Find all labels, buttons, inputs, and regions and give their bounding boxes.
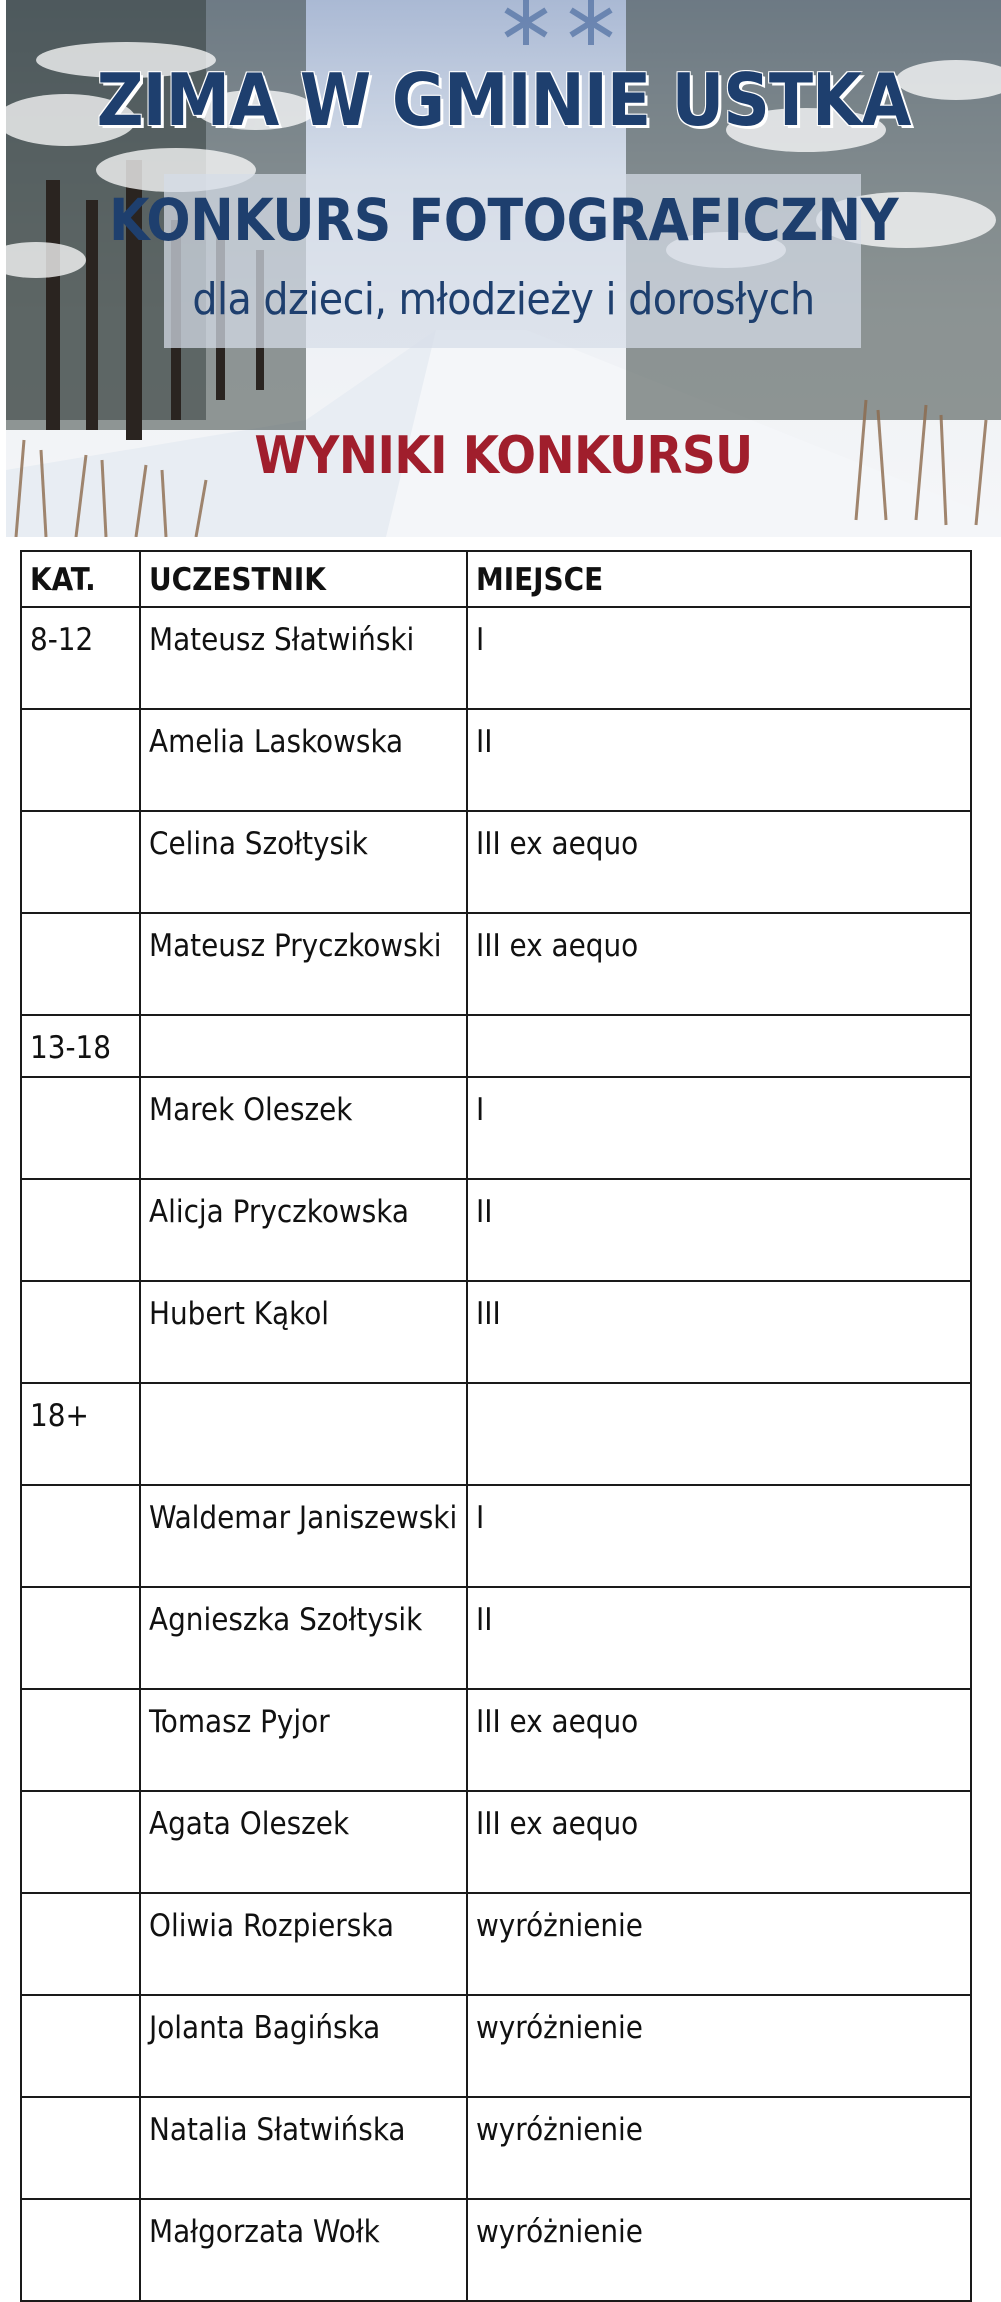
header-participant: UCZESTNIK bbox=[140, 551, 467, 607]
place-cell bbox=[467, 1015, 971, 1077]
category-cell bbox=[21, 1179, 140, 1281]
place-cell: II bbox=[467, 709, 971, 811]
table-row bbox=[21, 913, 971, 1015]
place-cell: wyróżnienie bbox=[467, 1893, 971, 1995]
table-row bbox=[21, 1281, 971, 1383]
participant-cell: Hubert Kąkol bbox=[140, 1281, 467, 1383]
category-cell: 8-12 bbox=[21, 607, 140, 709]
table-row bbox=[21, 811, 971, 913]
participant-cell: Mateusz Pryczkowski bbox=[140, 913, 467, 1015]
place-cell: III ex aequo bbox=[467, 1791, 971, 1893]
category-cell bbox=[21, 1281, 140, 1383]
place-cell: wyróżnienie bbox=[467, 2097, 971, 2199]
place-cell: wyróżnienie bbox=[467, 1995, 971, 2097]
category-cell: 13-18 bbox=[21, 1015, 140, 1077]
table-row bbox=[21, 1893, 971, 1995]
participant-cell: Oliwia Rozpierska bbox=[140, 1893, 467, 1995]
table-row bbox=[21, 1179, 971, 1281]
participant-cell bbox=[140, 1383, 467, 1485]
place-cell: III ex aequo bbox=[467, 811, 971, 913]
banner-subtitle: KONKURS FOTOGRAFICZNY bbox=[108, 186, 899, 254]
participant-cell: Agnieszka Szołtysik bbox=[140, 1587, 467, 1689]
table-row bbox=[21, 607, 971, 709]
snowflake-icon bbox=[506, 0, 611, 45]
banner-title: ZIMA W GMINIE USTKA bbox=[96, 58, 911, 142]
category-cell bbox=[21, 1689, 140, 1791]
place-cell bbox=[467, 1383, 971, 1485]
table-row bbox=[21, 1485, 971, 1587]
table-row bbox=[21, 1383, 971, 1485]
table-row bbox=[21, 1791, 971, 1893]
table-row bbox=[21, 2097, 971, 2199]
category-cell bbox=[21, 1077, 140, 1179]
place-cell: III ex aequo bbox=[467, 913, 971, 1015]
place-cell: I bbox=[467, 1077, 971, 1179]
place-cell: wyróżnienie bbox=[467, 2199, 971, 2301]
participant-cell: Celina Szołtysik bbox=[140, 811, 467, 913]
category-cell bbox=[21, 709, 140, 811]
participant-cell: Mateusz Słatwiński bbox=[140, 607, 467, 709]
place-cell: III ex aequo bbox=[467, 1689, 971, 1791]
place-cell: I bbox=[467, 1485, 971, 1587]
table-row bbox=[21, 1077, 971, 1179]
table-row bbox=[21, 1587, 971, 1689]
table-row bbox=[21, 709, 971, 811]
place-cell: II bbox=[467, 1179, 971, 1281]
participant-cell bbox=[140, 1015, 467, 1077]
results-heading: WYNIKI KONKURSU bbox=[254, 426, 753, 486]
category-cell: 18+ bbox=[21, 1383, 140, 1485]
banner-audience: dla dzieci, młodzieży i dorosłych bbox=[192, 274, 815, 325]
category-cell bbox=[21, 1791, 140, 1893]
table-row bbox=[21, 2199, 971, 2301]
category-cell bbox=[21, 1995, 140, 2097]
participant-cell: Marek Oleszek bbox=[140, 1077, 467, 1179]
participant-cell: Małgorzata Wołk bbox=[140, 2199, 467, 2301]
place-cell: III bbox=[467, 1281, 971, 1383]
participant-cell: Waldemar Janiszewski bbox=[140, 1485, 467, 1587]
category-cell bbox=[21, 913, 140, 1015]
results-table bbox=[20, 550, 972, 2302]
participant-cell: Alicja Pryczkowska bbox=[140, 1179, 467, 1281]
category-cell bbox=[21, 1893, 140, 1995]
table-row bbox=[21, 1015, 971, 1077]
table-row bbox=[21, 1995, 971, 2097]
place-cell: II bbox=[467, 1587, 971, 1689]
category-cell bbox=[21, 1485, 140, 1587]
category-cell bbox=[21, 2199, 140, 2301]
table-row bbox=[21, 1689, 971, 1791]
header-place: MIEJSCE bbox=[467, 551, 971, 607]
banner bbox=[6, 0, 1001, 537]
participant-cell: Natalia Słatwińska bbox=[140, 2097, 467, 2199]
category-cell bbox=[21, 1587, 140, 1689]
participant-cell: Amelia Laskowska bbox=[140, 709, 467, 811]
table-header-row bbox=[21, 551, 971, 607]
place-cell: I bbox=[467, 607, 971, 709]
category-cell bbox=[21, 2097, 140, 2199]
category-cell bbox=[21, 811, 140, 913]
participant-cell: Tomasz Pyjor bbox=[140, 1689, 467, 1791]
participant-cell: Agata Oleszek bbox=[140, 1791, 467, 1893]
participant-cell: Jolanta Bagińska bbox=[140, 1995, 467, 2097]
header-category: KAT. bbox=[21, 551, 140, 607]
